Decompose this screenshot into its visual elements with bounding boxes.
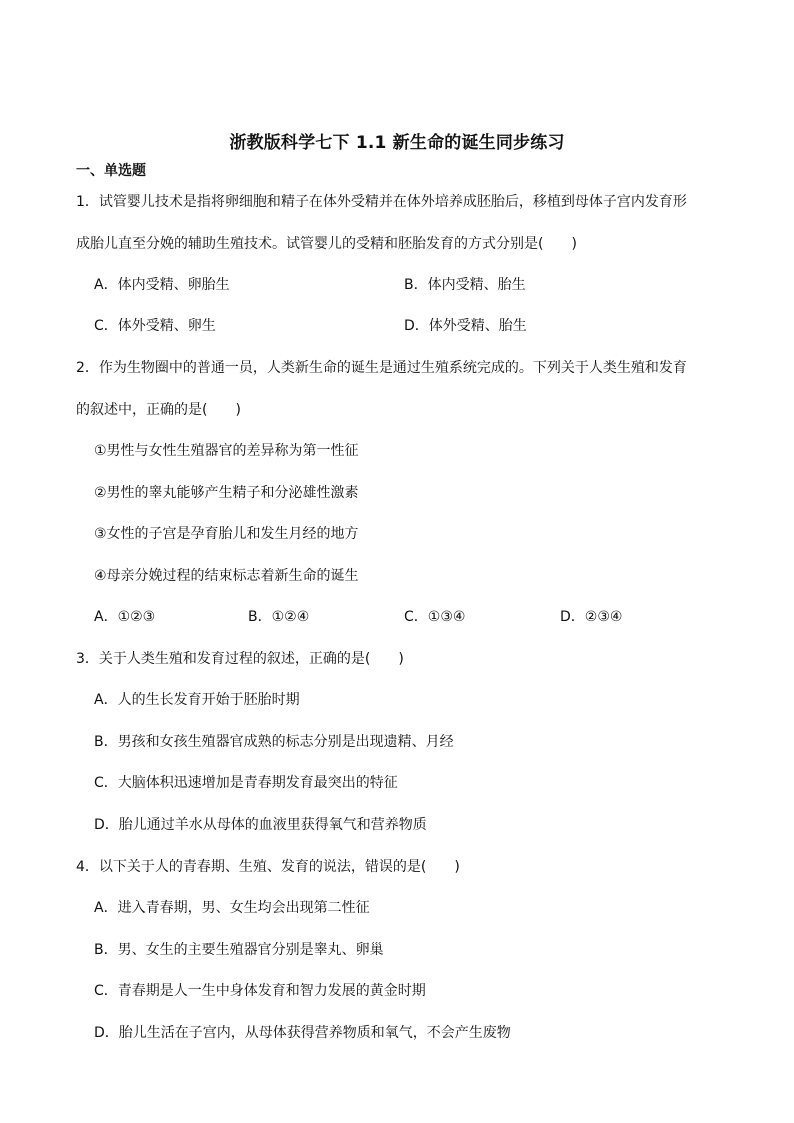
- question-1-option-b: B．体内受精、胎生: [404, 277, 526, 293]
- question-3-option-a: A．人的生长发育开始于胚胎时期: [94, 692, 300, 708]
- question-1-option-d: D．体外受精、胎生: [404, 318, 527, 334]
- question-2-statement-3: ③女性的子宫是孕育胎儿和发生月经的地方: [94, 526, 359, 542]
- question-4-option-c: C．青春期是人一生中身体发育和智力发展的黄金时期: [94, 983, 426, 999]
- question-3-option-b: B．男孩和女孩生殖器官成熟的标志分别是出现遗精、月经: [94, 734, 454, 750]
- question-1-line-1: 1．试管婴儿技术是指将卵细胞和精子在体外受精并在体外培养成胚胎后，移植到母体子宫内发育形: [76, 194, 687, 210]
- question-2-option-c: C．①③④: [404, 609, 466, 625]
- question-4-option-a: A．进入青春期，男、女生均会出现第二性征: [94, 900, 370, 916]
- question-2-statement-4: ④母亲分娩过程的结束标志着新生命的诞生: [94, 568, 359, 584]
- question-2-statement-2: ②男性的睾丸能够产生精子和分泌雄性激素: [94, 485, 359, 501]
- question-2-statement-1: ①男性与女性生殖器官的差异称为第一性征: [94, 443, 359, 459]
- question-2-option-a: A．①②③: [94, 609, 156, 625]
- section-heading: 一、单选题: [76, 163, 146, 179]
- question-4-option-d: D．胎儿生活在子宫内，从母体获得营养物质和氧气，不会产生废物: [94, 1025, 511, 1041]
- question-2-option-d: D．②③④: [560, 609, 623, 625]
- question-2-line-1: 2．作为生物圈中的普通一员，人类新生命的诞生是通过生殖系统完成的。下列关于人类生殖和发育: [76, 360, 687, 376]
- question-1-option-c: C．体外受精、卵生: [94, 318, 216, 334]
- question-2-line-2: 的叙述中，正确的是( ): [76, 402, 241, 418]
- question-1-option-a: A．体内受精、卵胎生: [94, 277, 230, 293]
- question-3-option-c: C．大脑体积迅速增加是青春期发育最突出的特征: [94, 775, 398, 791]
- question-2-option-b: B．①②④: [248, 609, 310, 625]
- document-title: 浙教版科学七下 1.1 新生命的诞生同步练习: [229, 133, 565, 153]
- question-3-option-d: D．胎儿通过羊水从母体的血液里获得氧气和营养物质: [94, 817, 427, 833]
- question-4-option-b: B．男、女生的主要生殖器官分别是睾丸、卵巢: [94, 942, 384, 958]
- question-3-line-1: 3．关于人类生殖和发育过程的叙述，正确的是( ): [76, 651, 404, 667]
- question-4-line-1: 4．以下关于人的青春期、生殖、发育的说法，错误的是( ): [76, 859, 460, 875]
- question-1-line-2: 成胎儿直至分娩的辅助生殖技术。试管婴儿的受精和胚胎发育的方式分别是( ): [76, 236, 577, 252]
